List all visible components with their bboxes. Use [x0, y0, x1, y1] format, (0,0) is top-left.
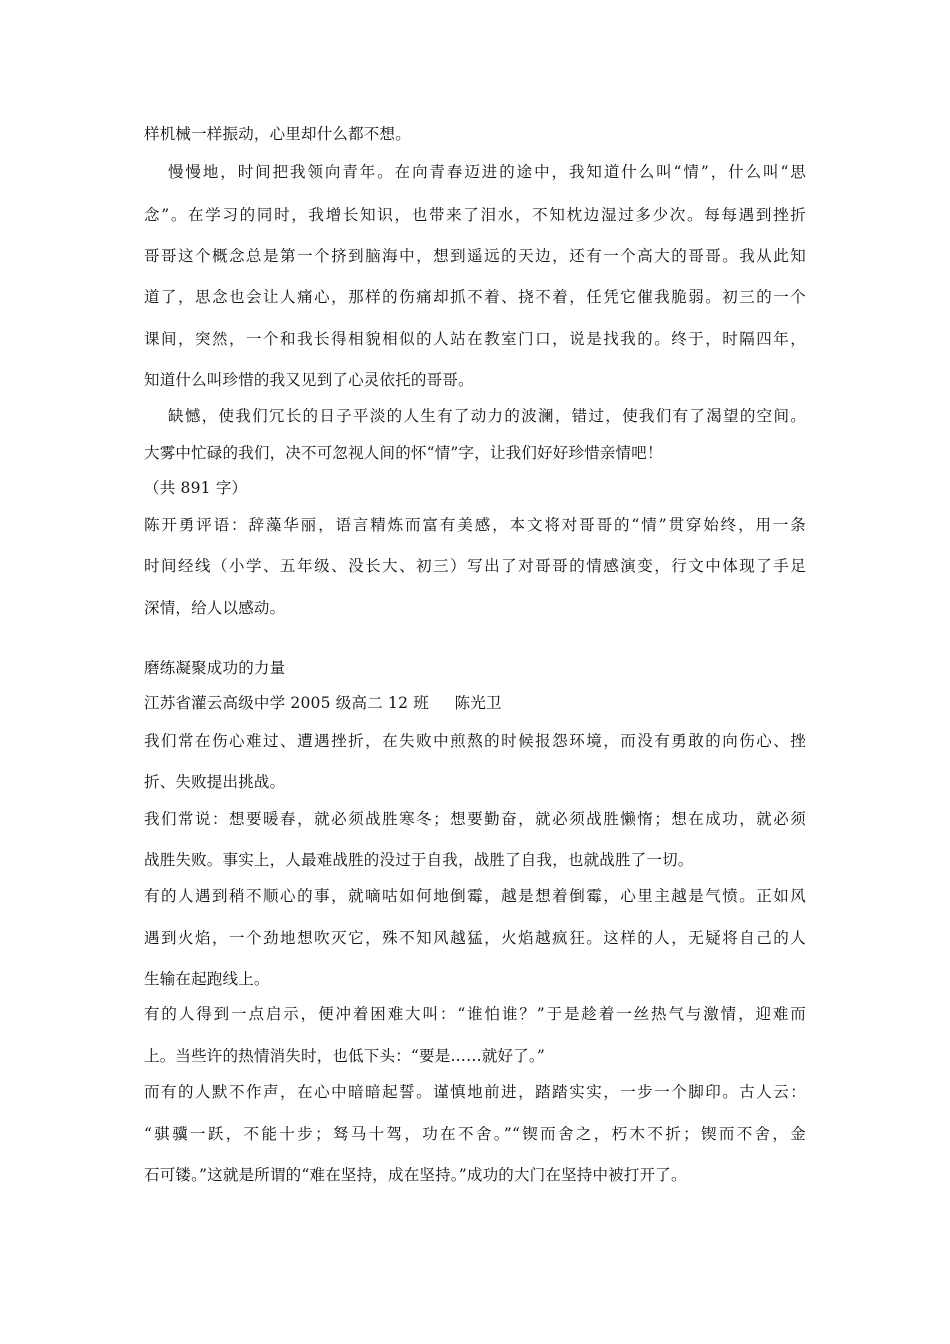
word-count: （共 891 字）	[144, 479, 248, 497]
paragraph-line: 我们常在伤心难过、遭遇挫折，在失败中煎熬的时候报怨环境，而没有勇敢的向伤心、挫	[144, 732, 806, 750]
essay-title: 磨练凝聚成功的力量	[144, 659, 286, 677]
paragraph-line: 遇到火焰，一个劲地想吹灭它，殊不知风越猛，火焰越疯狂。这样的人，无疑将自己的人	[144, 929, 806, 947]
paragraph-line: 知道什么叫珍惜的我又见到了心灵依托的哥哥。	[144, 371, 474, 389]
paragraph-line: 大雾中忙碌的我们，决不可忽视人间的怀“情”字，让我们好好珍惜亲情吧！	[144, 444, 663, 462]
teacher-comment-line: 时间经线（小学、五年级、没长大、初三）写出了对哥哥的情感演变，行文中体现了手足	[144, 557, 806, 575]
paragraph-line: 念”。在学习的同时，我增长知识，也带来了泪水，不知枕边湿过多少次。每每遇到挫折	[144, 206, 806, 224]
paragraph-line: 道了，思念也会让人痛心，那样的伤痛却抓不着、挠不着，任凭它催我脆弱。初三的一个	[144, 288, 806, 306]
paragraph-line: 石可镂。”这就是所谓的“难在坚持，成在坚持。”成功的大门在坚持中被打开了。	[144, 1166, 687, 1184]
paragraph-line: 折、失败提出挑战。	[144, 773, 286, 791]
paragraph-line: 上。当些许的热情消失时，也低下头：“要是……就好了。”	[144, 1047, 545, 1065]
document-page	[144, 0, 806, 1344]
paragraph-line: 课间，突然，一个和我长得相貌相似的人站在教室门口，说是找我的。终于，时隔四年，	[144, 330, 806, 348]
paragraph-line: 哥哥这个概念总是第一个挤到脑海中，想到遥远的天边，还有一个高大的哥哥。我从此知	[144, 247, 806, 265]
teacher-comment-line: 深情，给人以感动。	[144, 599, 286, 617]
paragraph-line: 缺憾，使我们冗长的日子平淡的人生有了动力的波澜，错过，使我们有了渴望的空间。	[168, 407, 806, 425]
paragraph-line: 慢慢地，时间把我领向青年。在向青春迈进的途中，我知道什么叫“情”，什么叫“思	[168, 163, 806, 181]
paragraph-line: “骐骥一跃，不能十步；驽马十驾，功在不舍。”“锲而舍之，朽木不折；锲而不舍，金	[144, 1125, 806, 1143]
paragraph-line: 生输在起跑线上。	[144, 970, 270, 988]
paragraph-line: 有的人得到一点启示，便冲着困难大叫：“谁怕谁？”于是趁着一丝热气与激情，迎难而	[144, 1005, 806, 1023]
paragraph-line: 我们常说：想要暖春，就必须战胜寒冬；想要勤奋，就必须战胜懒惰；想在成功，就必须	[144, 810, 806, 828]
teacher-comment-line: 陈开勇评语：辞藻华丽，语言精炼而富有美感，本文将对哥哥的“情”贯穿始终，用一条	[144, 516, 806, 534]
paragraph-line: 有的人遇到稍不顺心的事，就嘀咕如何地倒霉，越是想着倒霉，心里主越是气愤。正如风	[144, 887, 806, 905]
essay-author: 江苏省灌云高级中学 2005 级高二 12 班 陈光卫	[144, 694, 502, 712]
paragraph-line: 战胜失败。事实上，人最难战胜的没过于自我，战胜了自我，也就战胜了一切。	[144, 851, 694, 869]
paragraph-line: 而有的人默不作声，在心中暗暗起誓。谨慎地前进，踏踏实实，一步一个脚印。古人云：	[144, 1083, 806, 1101]
paragraph-line: 样机械一样振动，心里却什么都不想。	[144, 125, 411, 143]
